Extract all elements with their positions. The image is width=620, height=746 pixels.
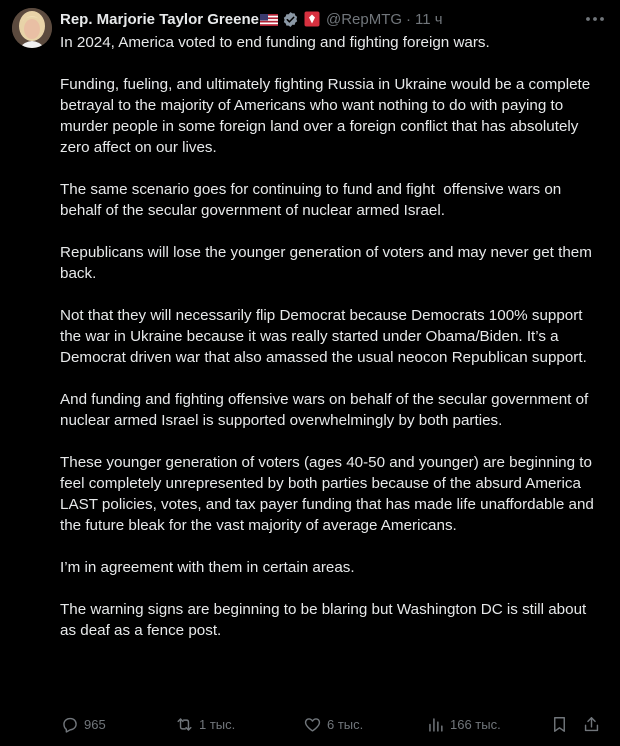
tweet-paragraph: These younger generation of voters (ages 40-50 and younger) are beginning to feel completely unrepresented by both parties because of the absurd America LAST policies, votes, and tax payer funding that has made life unaffordable and the future bleak for the vast majority of average Americans. xyxy=(60,454,599,534)
reply-count: 965 xyxy=(84,716,106,732)
avatar[interactable] xyxy=(12,8,52,48)
verified-badge-icon[interactable] xyxy=(282,11,299,28)
handle[interactable]: @RepMTG xyxy=(325,10,403,28)
tweet-paragraph: And funding and fighting offensive wars on behalf of the secular government of nuclear armed Israel is supported overwhelmingly by both parties. xyxy=(60,391,593,429)
government-badge-icon[interactable] xyxy=(304,11,320,27)
reply-icon xyxy=(60,715,79,734)
more-options-icon[interactable] xyxy=(584,8,606,30)
separator-dot: · xyxy=(406,10,412,28)
heart-icon xyxy=(303,715,322,734)
share-icon xyxy=(582,715,601,734)
tweet-paragraph: The warning signs are beginning to be blaring but Washington DC is still about as deaf as a fence post. xyxy=(60,601,591,639)
tweet-paragraph: Republicans will lose the younger generation of voters and may never get them back. xyxy=(60,244,597,282)
display-name[interactable]: Rep. Marjorie Taylor Greene xyxy=(60,10,259,28)
tweet-header xyxy=(60,8,443,30)
repost-count: 1 тыс. xyxy=(199,716,236,732)
like-count: 6 тыс. xyxy=(327,716,364,732)
like-button[interactable] xyxy=(303,712,363,736)
repost-button[interactable] xyxy=(175,712,235,736)
views-count: 166 тыс. xyxy=(450,716,501,732)
us-flag-icon xyxy=(260,13,278,25)
bookmark-icon xyxy=(550,715,569,734)
views-button[interactable] xyxy=(426,712,501,736)
timestamp[interactable]: 11 ч xyxy=(415,10,443,28)
bookmark-button[interactable] xyxy=(550,712,569,736)
action-bar xyxy=(60,712,606,736)
share-button[interactable] xyxy=(582,712,601,736)
tweet-paragraph: The same scenario goes for continuing to fund and fight offensive wars on behalf of the secular government of nuclear armed Israel. xyxy=(60,181,566,219)
reply-button[interactable] xyxy=(60,712,106,736)
tweet-paragraph: Funding, fueling, and ultimately fighting Russia in Ukraine would be a complete betrayal to the majority of Americans who want nothing to do with paying to murder people in some foreign land over a foreign conflict that has absolutely zero affect on our lives. xyxy=(60,76,595,156)
repost-icon xyxy=(175,715,194,734)
tweet-paragraph: I’m in agreement with them in certain areas. xyxy=(60,559,355,576)
tweet-paragraph: Not that they will necessarily flip Democrat because Democrats 100% support the war in Ukraine because it was really started under Obama/Biden. It’s a Democrat driven war that also amassed the usual neocon Republican support. xyxy=(60,307,587,366)
tweet-text xyxy=(60,32,606,641)
tweet-paragraph: In 2024, America voted to end funding and fighting foreign wars. xyxy=(60,34,490,51)
analytics-icon xyxy=(426,715,445,734)
